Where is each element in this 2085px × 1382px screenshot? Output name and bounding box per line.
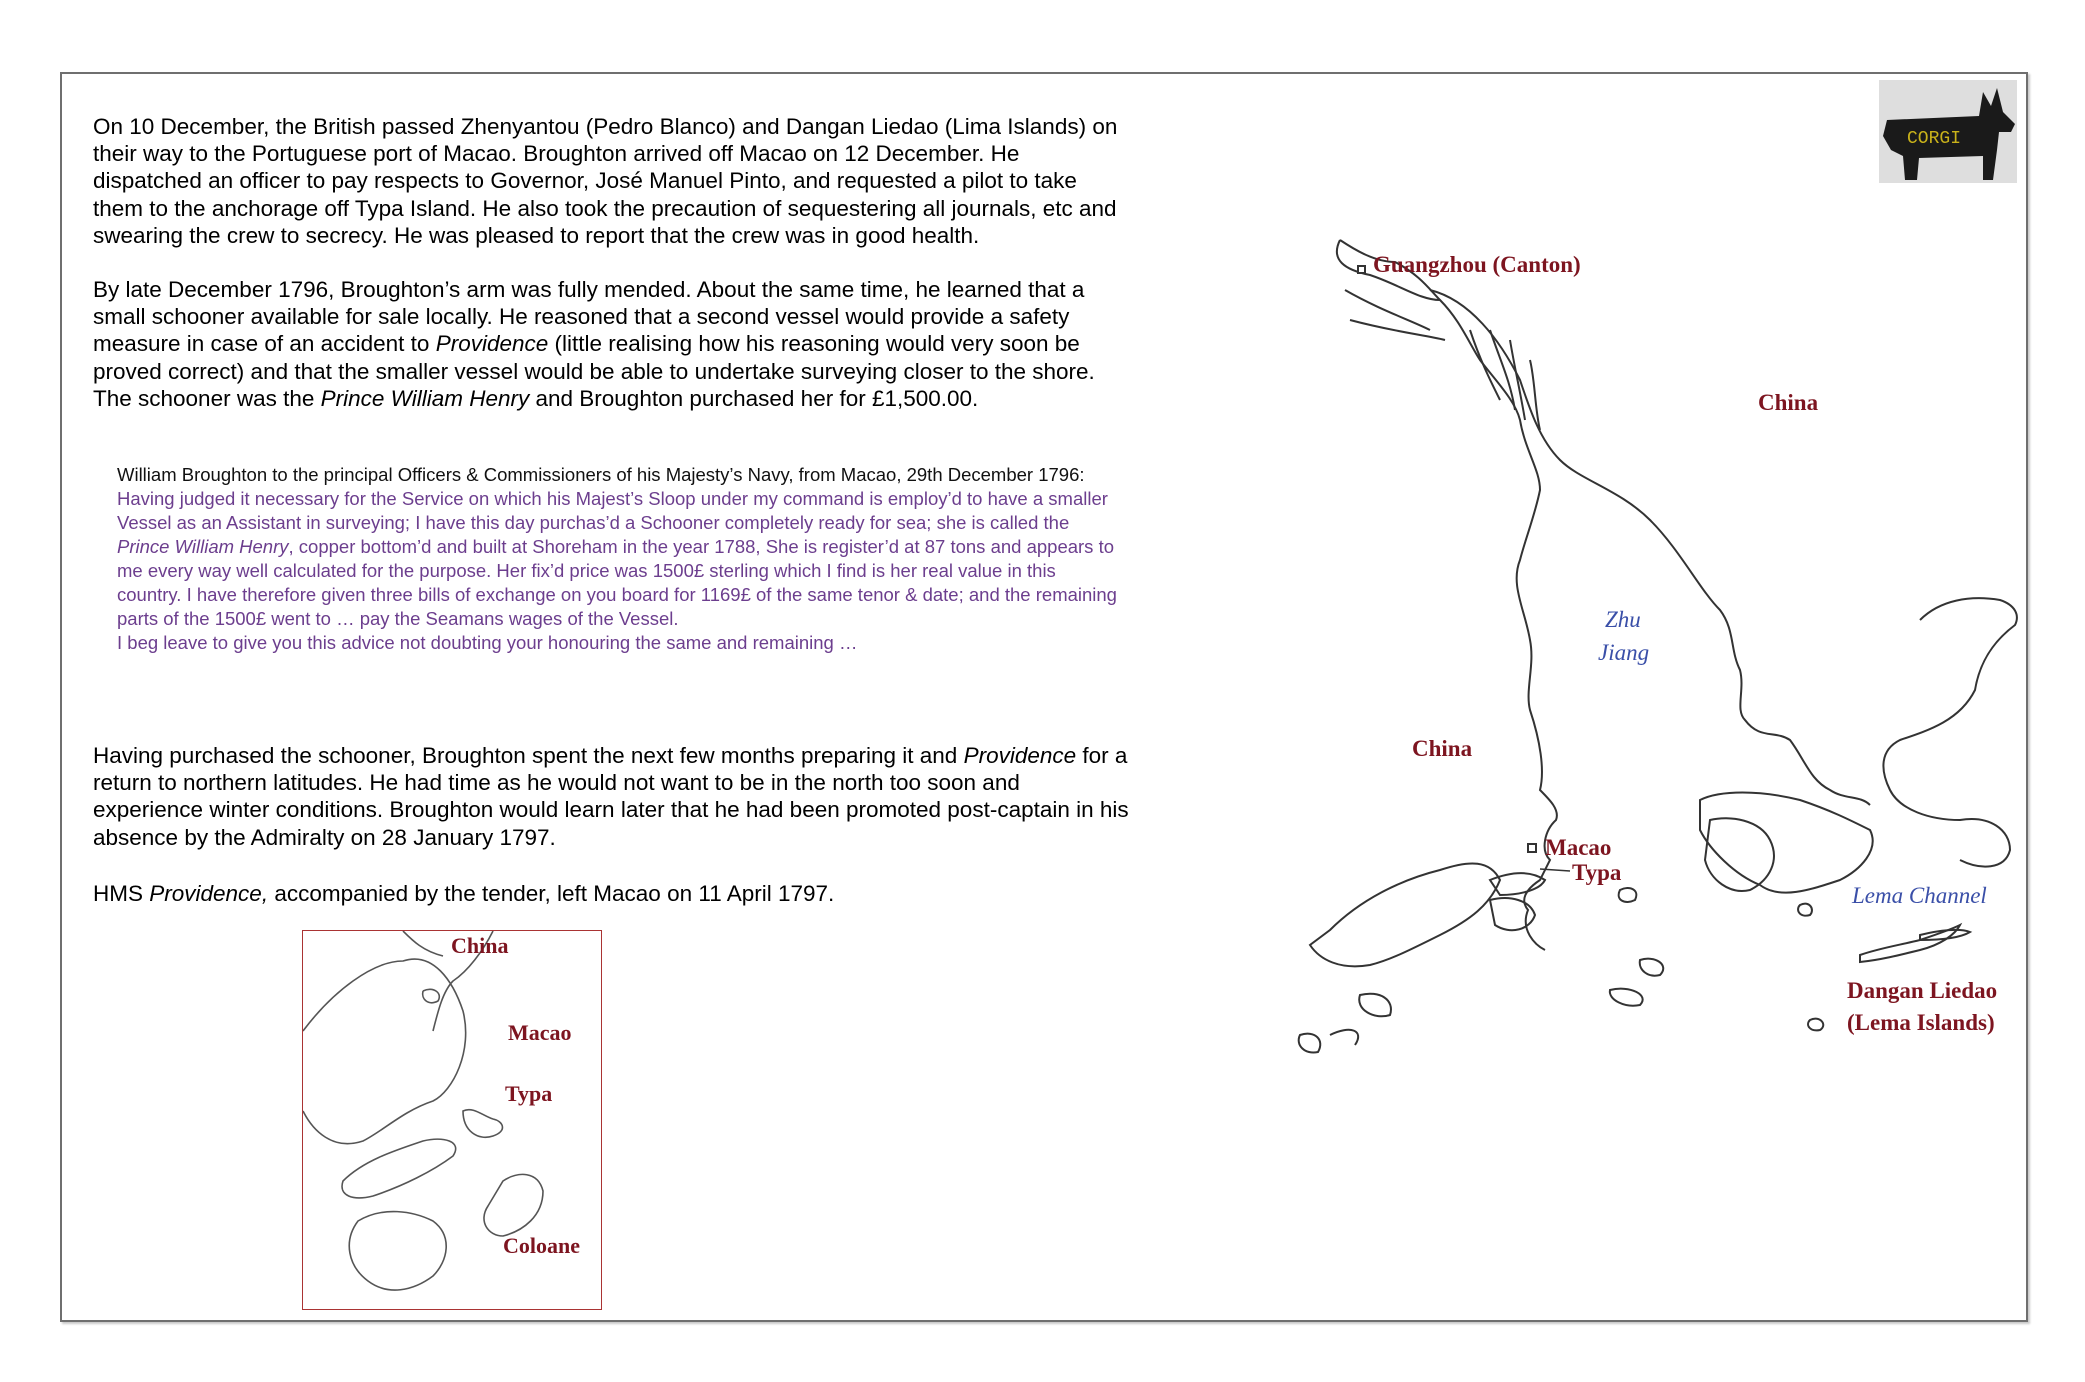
guangzhou-marker	[1358, 266, 1365, 273]
peninsula-east	[1700, 793, 1873, 893]
western-islands	[1310, 863, 1500, 966]
ship-name: Providence	[435, 331, 549, 357]
paragraph-4: HMS Providence, accompanied by the tender, left Macao on 11 April 1797.	[93, 881, 835, 906]
island-4	[1359, 994, 1391, 1017]
dangan-label: Dangan Liedao	[1847, 978, 1998, 1003]
inset-macao-label: Macao	[508, 1020, 572, 1045]
island-1	[1619, 888, 1637, 902]
inset-map	[302, 930, 602, 1310]
zhu-label: Zhu	[1605, 607, 1641, 632]
macao-marker	[1528, 844, 1536, 852]
island-2	[1640, 959, 1663, 976]
coastline-east	[1430, 290, 1870, 805]
island-6	[1798, 904, 1812, 916]
macao-label: Macao	[1545, 835, 1612, 860]
inset-typa-label: Typa	[505, 1081, 553, 1106]
island-9	[1330, 1030, 1358, 1045]
lema-islands-label: (Lema Islands)	[1847, 1010, 1995, 1035]
river-channels	[1470, 330, 1540, 430]
inset-china-label: China	[451, 933, 509, 958]
paragraph-1: On 10 December, the British passed Zhenyantou (Pedro Blanco) and Dangan Liedao (Lima Islands) on their way to the Portuguese port of Macao. Broughton arrived off Macao on 12 December. He dispatched an officer to pay respects to Governor, José Manuel Pinto, and requested a pilot to take them to the anchorage off Typa Island. He also took the precaution of sequestering all journals, etc and swearing the crew to secrecy. He was pleased to report that the crew was in good health.	[93, 114, 1118, 248]
island-3	[1610, 989, 1643, 1006]
inset-coloane-label: Coloane	[503, 1233, 580, 1258]
letter-body: Having judged it necessary for the Service on which his Majest’s Sloop under my command is employ’d to have a smaller Vessel as an Assistant in surveying; I have this day purchas’d a Schooner completely ready for sea; she is called the Prince William Henry, copper bottom’d and built at Shoreham in the year 1788, She is register’d at 87 tons and appears to me every way well calculated for the purpose. Her fix’d price was 1500£ sterling which I find is her real value in this country. I have therefore given three bills of exchange on you board for 1169£ of the same tenor & date; and the remaining parts of the 1500£ went to … pay the Seamans wages of the Vessel. I beg leave to give you this advice not doubting your honouring the same and remaining …	[117, 488, 1117, 653]
china-ne-label: China	[1758, 390, 1819, 415]
svg-text:CORGI: CORGI	[1907, 129, 1962, 149]
island-5	[1299, 1034, 1321, 1053]
coloane-island	[1490, 898, 1535, 930]
typa-label: Typa	[1572, 860, 1622, 885]
china-w-label: China	[1412, 736, 1473, 761]
lantau-island	[1705, 818, 1774, 891]
paragraph-3: Having purchased the schooner, Broughton spent the next few months preparing it and Providence for a return to northern latitudes. He had time as he would not want to be in the north too soon and experience winter conditions. Broughton would learn later that he had been promoted post-captain in his absence by the Admiralty on 28 January 1797.	[93, 743, 1129, 850]
ship-name: Prince William Henry	[320, 385, 530, 411]
guangzhou-label: Guangzhou (Canton)	[1373, 252, 1581, 277]
hong-kong-coast	[1883, 598, 2016, 866]
letter-heading: William Broughton to the principal Officers & Commissioners of his Majesty’s Navy, from Macao, 29th December 1796:	[117, 464, 1085, 485]
coastline-west	[1337, 240, 1557, 950]
lema-channel-label: Lema Channel	[1852, 883, 1987, 908]
paragraph-2: By late December 1796, Broughton’s arm was fully mended. About the same time, he learned that a small schooner available for sale locally. He reasoned that a second vessel would provide a safety measure in case of an accident to Providence (little realising how his reasoning would very soon be proved correct) and that the smaller vessel would be able to undertake surveying closer to the shore. The schooner was the Prince William Henry and Broughton purchased her for £1,500.00.	[93, 277, 1095, 411]
island-7	[1808, 1019, 1823, 1031]
jiang-label: Jiang	[1598, 640, 1650, 665]
